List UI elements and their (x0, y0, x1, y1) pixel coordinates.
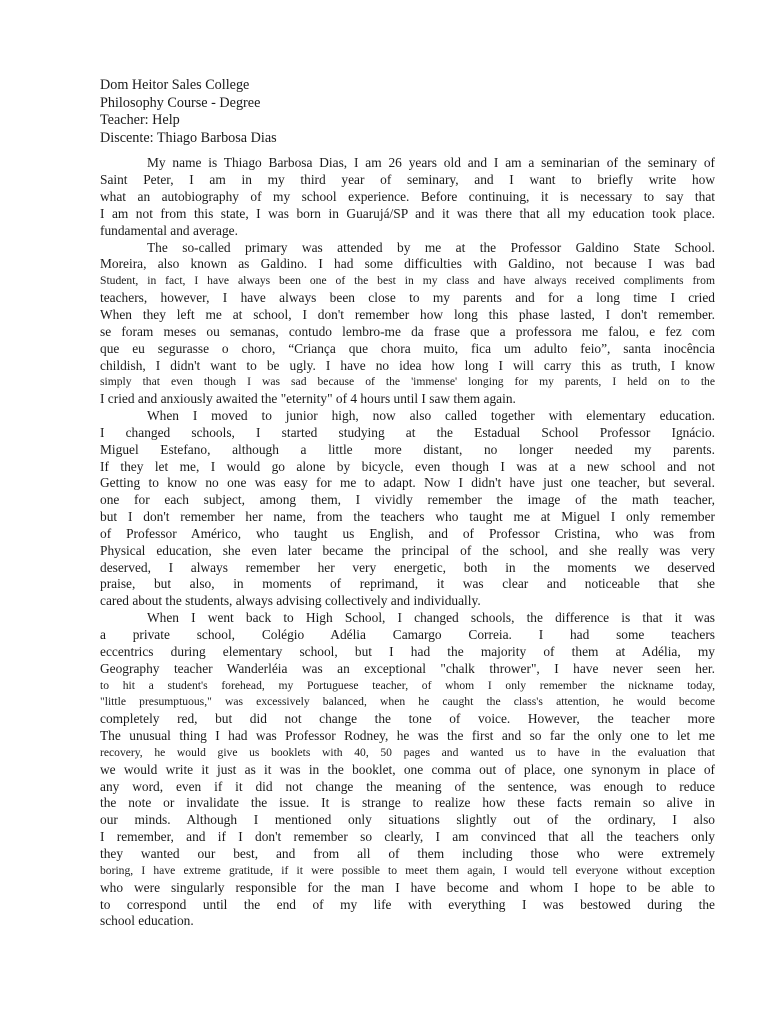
text-line: any word, even if it did not change the meaning of the sentence, was enough to reduce (100, 778, 715, 794)
text-line: "little presumptuous," was excessively balanced, when he caught the class's attention, he would become (100, 695, 715, 709)
college-name: Dom Heitor Sales College (100, 77, 250, 93)
text-line: I cried and anxiously awaited the "eternity" of 4 hours until I saw them again. (100, 391, 516, 407)
text-line: what an autobiography of my school experience. Before continuing, it is necessary to say that (100, 189, 715, 205)
text-line: the note or invalidate the issue. It is strange to realize how these facts remain so alive in (100, 795, 715, 811)
text-line: one for each subject, among them, I vividly remember the image of the math teacher, (100, 492, 715, 508)
text-line: they wanted our best, and from all of them including those who were extremely (100, 845, 715, 861)
text-line: se foram meses ou semanas, contudo lembro-me da frase que a professora me falou, e fez com (100, 323, 715, 339)
text-line: Moreira, also known as Galdino. I had some difficulties with Galdino, not because I was bad (100, 256, 715, 272)
text-line: If they let me, I would go alone by bicycle, even though I was at a new school and not (100, 458, 715, 474)
text-line: recovery, he would give us booklets with 40, 50 pages and wanted us to have in the evaluation that (100, 745, 715, 759)
document-header (100, 77, 715, 147)
document-page (100, 77, 715, 930)
text-line: eccentrics during elementary school, but I had the majority of them at Adélia, my (100, 643, 715, 659)
text-line: Miguel Estefano, although a little more distant, no longer needed my parents. (100, 441, 715, 457)
text-line: I changed schools, I started studying at the Estadual School Professor Ignácio. (100, 424, 715, 440)
text-line: When I moved to junior high, now also called together with elementary education. (147, 408, 715, 424)
text-line: When I went back to High School, I changed schools, the difference is that it was (147, 610, 715, 626)
text-line: deserved, I always remember her very energetic, both in the moments we deserved (100, 559, 715, 575)
text-line: who were singularly responsible for the man I have become and whom I hope to be able to (100, 879, 715, 895)
text-line: Saint Peter, I am in my third year of seminary, and I want to briefly write how (100, 172, 715, 188)
text-line: Physical education, she even later became the principal of the school, and she really was very (100, 542, 715, 558)
student-name: Discente: Thiago Barbosa Dias (100, 129, 277, 146)
essay-body (100, 155, 715, 930)
text-line: My name is Thiago Barbosa Dias, I am 26 years old and I am a seminarian of the seminary of (147, 155, 715, 171)
text-line: our minds. Although I mentioned only situations slightly out of the ordinary, I also (100, 812, 715, 828)
text-line: Geography teacher Wanderléia was an exceptional "chalk thrower", I have never seen her. (100, 660, 715, 676)
text-line: to correspond until the end of my life with everything I was bestowed during the (100, 896, 715, 912)
text-line: to hit a student's forehead, my Portuguese teacher, of whom I only remember the nickname today, (100, 678, 715, 692)
teacher-name: Teacher: Help (100, 112, 180, 129)
text-line: completely red, but did not change the tone of voice. However, the teacher more (100, 711, 715, 727)
text-line: a private school, Colégio Adélia Camargo Correia. I had some teachers (100, 627, 715, 642)
text-line: When they left me at school, I don't remember how long this phase lasted, I don't remember. (100, 306, 715, 322)
text-line: boring, I have extreme gratitude, if it were possible to meet them again, I would tell everyone without exception (100, 863, 715, 877)
text-line: que eu segurasse o choro, “Criança que chora muito, fica um adulto feio”, santa inocência (100, 340, 715, 356)
text-line: school education. (100, 913, 194, 929)
text-line: I am not from this state, I was born in Guarujá/SP and it was there that all my education took place. (100, 205, 715, 221)
text-line: we would write it just as it was in the booklet, one comma out of place, one synonym in place of (100, 761, 715, 777)
text-line: praise, but also, in moments of reprimand, it was clear and noticeable that she (100, 576, 715, 592)
text-line: childish, I didn't want to be ugly. I have no idea how long I will carry this as truth, I know (100, 357, 715, 373)
course-name: Philosophy Course - Degree (100, 94, 261, 111)
text-line: Getting to know no one was easy for me to adapt. Now I didn't have just one teacher, but several. (100, 475, 715, 491)
text-line: I remember, and if I don't remember so clearly, I am convinced that all the teachers only (100, 829, 715, 845)
text-line: cared about the students, always advising collectively and individually. (100, 593, 481, 609)
text-line: but I don't remember her name, from the teachers who taught me at Miguel I only remember (100, 509, 715, 525)
text-line: Student, in fact, I have always been one of the best in my class and have always received compliments from (100, 274, 715, 288)
text-line: simply that even though I was sad because of the 'immense' longing for my parents, I held on to the (100, 375, 715, 389)
text-line: teachers, however, I have always been close to my parents and for a long time I cried (100, 290, 715, 306)
text-line: The so-called primary was attended by me at the Professor Galdino State School. (147, 239, 715, 255)
text-line: The unusual thing I had was Professor Rodney, he was the first and so far the only one to let me (100, 728, 715, 744)
text-line: fundamental and average. (100, 222, 238, 238)
text-line: of Professor Américo, who taught us English, and of Professor Cristina, who was from (100, 525, 715, 541)
